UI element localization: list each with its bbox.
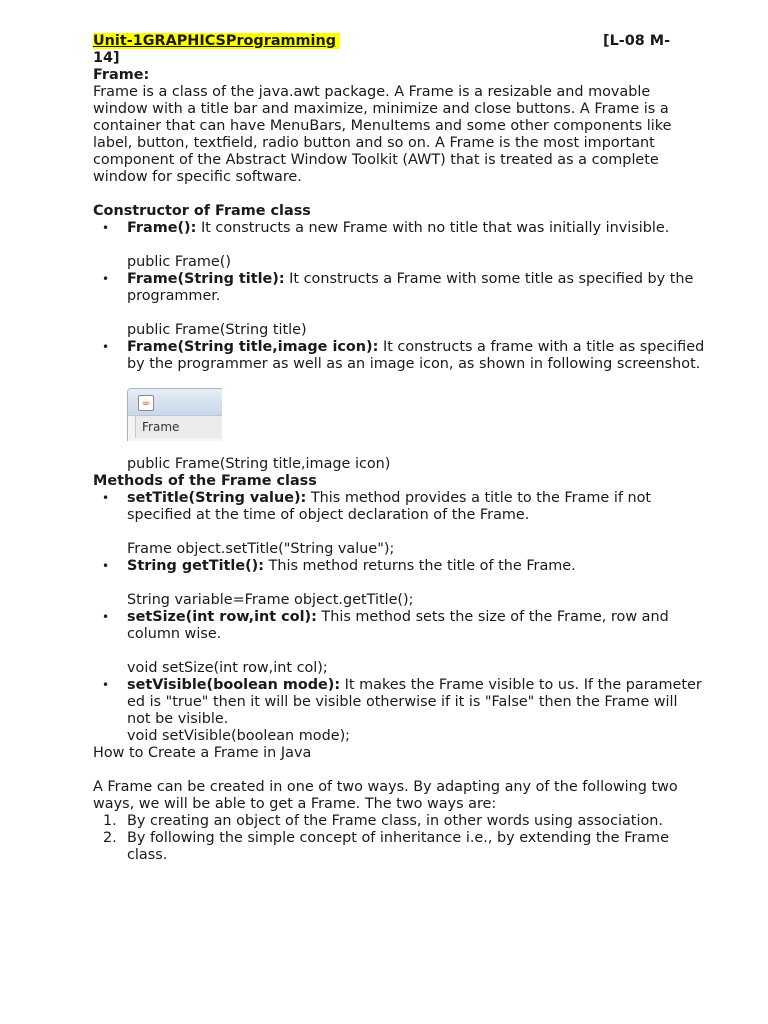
step-text: By following the simple concept of inheritance i.e., by extending the Frame class. xyxy=(127,830,669,863)
constructor-description: It constructs a Frame with some title as specified by the programmer. xyxy=(127,271,694,304)
lecture-code: [L-08 M- xyxy=(603,33,671,49)
method-code: void setSize(int row,int col); xyxy=(127,660,328,676)
method-description: This method sets the size of the Frame, row and column wise. xyxy=(127,609,669,642)
header xyxy=(93,33,705,50)
frame-heading: Frame: xyxy=(93,67,150,83)
step-number: 1. xyxy=(103,813,117,829)
constructor-code: public Frame(String title) xyxy=(127,322,307,338)
constructor-signature: Frame(): xyxy=(127,220,197,236)
howto-step xyxy=(93,830,705,864)
constructor-signature: Frame(String title,image icon): xyxy=(127,339,379,355)
constructor-description: It constructs a new Frame with no title that was initially invisible. xyxy=(196,220,670,236)
howto-paragraph: A Frame can be created in one of two ways. By adapting any of the following two ways, we will be able to get a Frame. The two ways are: xyxy=(93,779,678,812)
constructor-item xyxy=(93,220,705,271)
constructor-description: It constructs a frame with a title as specified by the programmer as well as an image icon, as shown in following screenshot. xyxy=(127,339,705,372)
method-code: Frame object.setTitle("String value"); xyxy=(127,541,395,557)
method-description: This method returns the title of the Frame. xyxy=(264,558,576,574)
document-page xyxy=(93,33,705,864)
constructor-code: public Frame(String title,image icon) xyxy=(127,456,391,472)
methods-list xyxy=(93,490,705,745)
method-item xyxy=(93,677,705,745)
constructor-list xyxy=(93,220,705,373)
method-item xyxy=(93,609,705,677)
methods-heading: Methods of the Frame class xyxy=(93,473,317,489)
unit-title: Unit-1GRAPHICSProgramming xyxy=(93,33,340,49)
method-description: This method provides a title to the Frame if not specified at the time of object declaration of the Frame. xyxy=(127,490,652,523)
howto-steps xyxy=(93,813,705,864)
method-signature: setTitle(String value): xyxy=(127,490,307,506)
constructor-item xyxy=(93,339,705,373)
constructor-code: public Frame() xyxy=(127,254,231,270)
screenshot-frame-label: Frame xyxy=(142,420,180,434)
lecture-code-continued: 14] xyxy=(93,50,120,66)
howto-heading: How to Create a Frame in Java xyxy=(93,745,312,761)
method-signature: setVisible(boolean mode): xyxy=(127,677,341,693)
step-number: 2. xyxy=(103,830,117,846)
method-item xyxy=(93,558,705,609)
method-item xyxy=(93,490,705,558)
method-signature: String getTitle(): xyxy=(127,558,264,574)
constructor-heading: Constructor of Frame class xyxy=(93,203,311,219)
constructor-signature: Frame(String title): xyxy=(127,271,285,287)
method-code: String variable=Frame object.getTitle(); xyxy=(127,592,414,608)
frame-paragraph: Frame is a class of the java.awt package. A Frame is a resizable and movable window with a title bar and maximize, minimize and close buttons. A Frame is a container that can have MenuBars, MenuItems and some other components like label, button, textfield, radio button and so on. A Frame is the most important component of the Abstract Window Toolkit (AWT) that is treated as a complete window for specific software. xyxy=(93,84,672,185)
howto-step xyxy=(93,813,705,830)
java-cup-icon: ☕ xyxy=(138,395,154,411)
step-text: By creating an object of the Frame class, in other words using association. xyxy=(127,813,663,829)
method-description: It makes the Frame visible to us. If the parameter ed is "true" then it will be visible otherwise if it is "False" then the Frame will not be visible. xyxy=(127,677,702,727)
method-code: void setVisible(boolean mode); xyxy=(127,728,351,744)
constructor-item xyxy=(93,271,705,339)
method-signature: setSize(int row,int col): xyxy=(127,609,317,625)
frame-screenshot xyxy=(127,388,222,441)
